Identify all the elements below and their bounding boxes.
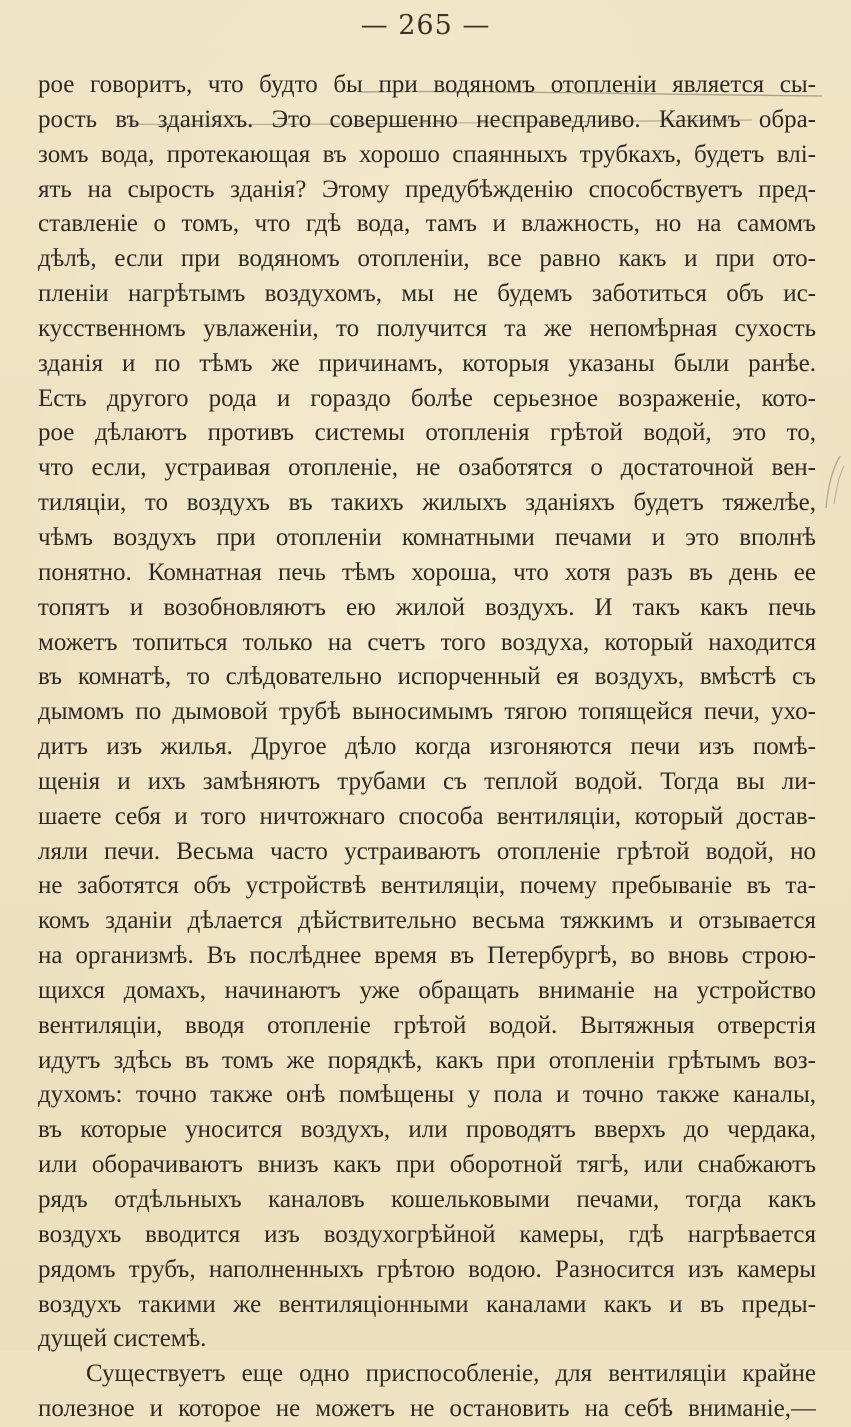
text-line: рое дѣлаютъ противъ системы отопленія грѣтой водой, это то, bbox=[38, 419, 816, 447]
paragraph-end-line: дущей системѣ. bbox=[38, 1325, 207, 1353]
text-line: воздухъ такими же вентиляціонными каналами какъ и въ преды- bbox=[38, 1290, 816, 1318]
text-line: вентиляціи, вводя отопленіе грѣтой водой. Вытяжныя отверстія bbox=[38, 1011, 816, 1039]
text-line: можетъ топиться только на счетъ того воздуха, который находится bbox=[38, 628, 816, 656]
text-line: на организмѣ. Въ послѣднее время въ Петербургѣ, во вновь строю- bbox=[38, 942, 816, 970]
text-line: въ которые уносится воздухъ, или проводятъ вверхъ до чердака, bbox=[38, 1116, 816, 1144]
text-line: тиляціи, то воздухъ въ такихъ жилыхъ зданіяхъ будетъ тяжелѣе, bbox=[38, 489, 816, 517]
text-line: въ комнатѣ, то слѣдовательно испорченный ея воздухъ, вмѣстѣ съ bbox=[38, 663, 816, 691]
text-line: или оборачиваютъ внизъ какъ при оборотной тягѣ, или снабжаютъ bbox=[38, 1151, 816, 1179]
text-line: дитъ изъ жилья. Другое дѣло когда изгоняются печи изъ помѣ- bbox=[38, 733, 816, 761]
text-line: щихся домахъ, начинаютъ уже обращать вниманіе на устройство bbox=[38, 976, 816, 1004]
text-line: кусственномъ увлаженіи, то получится та же непомѣрная сухость bbox=[38, 314, 816, 342]
text-line: идутъ здѣсь въ томъ же порядкѣ, какъ при отопленіи грѣтымъ воз- bbox=[38, 1046, 816, 1074]
body-text bbox=[38, 68, 816, 1427]
text-line: дѣлѣ, если при водяномъ отопленіи, все равно какъ и при ото- bbox=[38, 245, 816, 273]
text-line: дымомъ по дымовой трубѣ выносимымъ тягою топящейся печи, ухо- bbox=[38, 698, 816, 726]
text-line: чѣмъ воздухъ при отопленіи комнатными печами и это вполнѣ bbox=[38, 523, 816, 551]
text-line: ляли печи. Весьма часто устраиваютъ отопленіе грѣтой водой, но bbox=[38, 837, 816, 865]
text-line: комъ зданіи дѣлается дѣйствительно весьма тяжкимъ и отзывается bbox=[38, 907, 816, 935]
text-line: топятъ и возобновляютъ ею жилой воздухъ. И такъ какъ печь bbox=[38, 593, 816, 621]
text-line: рядомъ трубъ, наполненныхъ грѣтою водою. Разносится изъ камеры bbox=[38, 1255, 816, 1283]
text-line: понятно. Комнатная печь тѣмъ хороша, что хотя разъ въ день ее bbox=[38, 558, 816, 586]
text-line: полезное и которое не можетъ не остановить на себѣ вниманіе,— bbox=[38, 1395, 816, 1423]
page-number: — 265 — bbox=[360, 10, 491, 41]
text-line: воздухъ вводится изъ воздухогрѣйной камеры, гдѣ нагрѣвается bbox=[38, 1220, 816, 1248]
text-line: рость въ зданіяхъ. Это совершенно несправедливо. Какимъ обра- bbox=[38, 105, 816, 133]
text-line: духомъ: точно также онѣ помѣщены у пола и точно также каналы, bbox=[38, 1081, 816, 1109]
text-line: ставленіе о томъ, что гдѣ вода, тамъ и влажность, но на самомъ bbox=[38, 210, 816, 238]
text-line: ять на сырость зданія? Этому предубѣжденію способствуетъ пред- bbox=[38, 175, 816, 203]
text-line: зомъ вода, протекающая въ хорошо спаянныхъ трубкахъ, будетъ влі- bbox=[38, 140, 816, 168]
text-line: шаете себя и того ничтожнаго способа вентиляціи, который достав- bbox=[38, 802, 816, 830]
pencil-margin-mark bbox=[822, 452, 846, 512]
text-line: щенія и ихъ замѣняютъ трубами съ теплой водой. Тогда вы ли- bbox=[38, 767, 816, 795]
text-line: рядъ отдѣльныхъ каналовъ кошельковыми печами, тогда какъ bbox=[38, 1186, 816, 1213]
text-line: рое говоритъ, что будто бы при водяномъ отопленіи является сы- bbox=[38, 71, 816, 98]
paragraph-start-line: Существуетъ еще одно приспособленіе, для вентиляціи крайне bbox=[86, 1360, 816, 1388]
text-line: что если, устраивая отопленіе, не озаботятся о достаточной вен- bbox=[38, 454, 816, 482]
text-line: пленіи нагрѣтымъ воздухомъ, мы не будемъ заботиться объ ис- bbox=[38, 280, 816, 308]
text-line: не заботятся объ устройствѣ вентиляціи, почему пребываніе въ та- bbox=[38, 872, 816, 900]
text-line: зданія и по тѣмъ же причинамъ, которыя указаны были ранѣе. bbox=[38, 349, 816, 377]
text-line: Есть другого рода и гораздо болѣе серьезное возраженіе, кото- bbox=[38, 384, 816, 412]
